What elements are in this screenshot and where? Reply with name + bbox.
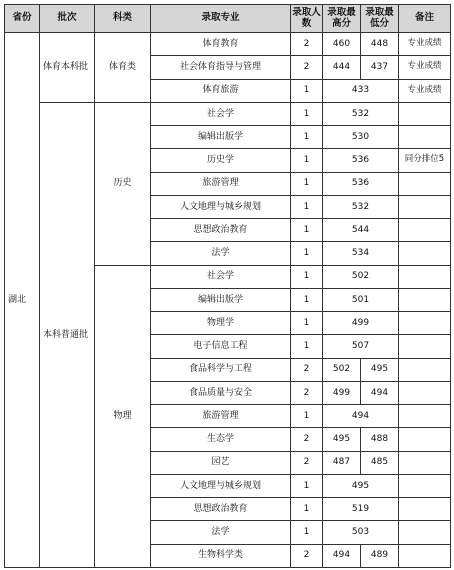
major-cell: 思想政治教育 [151,498,291,521]
major-cell: 社会学 [151,102,291,125]
count-cell: 2 [291,56,323,79]
header-batch: 批次 [40,5,95,33]
count-cell: 1 [291,102,323,125]
low-score-cell: 488 [361,428,399,451]
count-cell: 1 [291,126,323,149]
table-header-row [5,5,451,33]
score-cell: 536 [323,172,399,195]
count-cell: 2 [291,33,323,56]
score-cell: 532 [323,102,399,125]
note-cell [399,521,451,544]
low-score-cell: 485 [361,451,399,474]
note-cell: 专业成绩 [399,56,451,79]
major-cell: 食品科学与工程 [151,358,291,381]
note-cell [399,242,451,265]
note-cell [399,358,451,381]
note-cell [399,474,451,497]
high-score-cell: 502 [323,358,361,381]
major-cell: 法学 [151,521,291,544]
note-cell [399,126,451,149]
major-cell: 电子信息工程 [151,335,291,358]
score-cell: 534 [323,242,399,265]
note-cell: 专业成绩 [399,33,451,56]
header-category: 科类 [95,5,151,33]
batch-cell-regular: 本科普通批 [40,102,95,567]
count-cell: 1 [291,195,323,218]
note-cell [399,312,451,335]
batch-cell-sports: 体育本科批 [40,33,95,103]
note-cell [399,288,451,311]
category-cell-sports: 体育类 [95,33,151,103]
major-cell: 法学 [151,242,291,265]
count-cell: 1 [291,219,323,242]
note-cell [399,498,451,521]
count-cell: 1 [291,521,323,544]
province-cell: 湖北 [5,33,40,568]
high-score-cell: 487 [323,451,361,474]
major-cell: 生态学 [151,428,291,451]
count-cell: 1 [291,172,323,195]
major-cell: 体育教育 [151,33,291,56]
major-cell: 体育旅游 [151,79,291,102]
count-cell: 1 [291,79,323,102]
note-cell [399,405,451,428]
count-cell: 1 [291,265,323,288]
major-cell: 人文地理与城乡规划 [151,195,291,218]
major-cell: 食品质量与安全 [151,381,291,404]
major-cell: 生物科学类 [151,544,291,567]
table-row [5,102,451,125]
count-cell: 2 [291,428,323,451]
high-score-cell: 460 [323,33,361,56]
note-cell [399,428,451,451]
major-cell: 社会体育指导与管理 [151,56,291,79]
count-cell: 2 [291,544,323,567]
major-cell: 编辑出版学 [151,126,291,149]
high-score-cell: 444 [323,56,361,79]
count-cell: 2 [291,381,323,404]
note-cell [399,195,451,218]
major-cell: 物理学 [151,312,291,335]
score-cell: 544 [323,219,399,242]
count-cell: 2 [291,358,323,381]
count-cell: 1 [291,288,323,311]
header-province: 省份 [5,5,40,33]
major-cell: 历史学 [151,149,291,172]
score-cell: 433 [323,79,399,102]
header-note: 备注 [399,5,451,33]
score-cell: 507 [323,335,399,358]
count-cell: 1 [291,474,323,497]
note-cell: 专业成绩 [399,79,451,102]
count-cell: 1 [291,149,323,172]
note-cell [399,335,451,358]
major-cell: 人文地理与城乡规划 [151,474,291,497]
header-low-score: 录取最低分 [361,5,399,33]
header-high-score: 录取最高分 [323,5,361,33]
high-score-cell: 494 [323,544,361,567]
major-cell: 园艺 [151,451,291,474]
table-row [5,33,451,56]
low-score-cell: 437 [361,56,399,79]
count-cell: 1 [291,335,323,358]
major-cell: 旅游管理 [151,172,291,195]
category-cell-physics: 物理 [95,265,151,567]
note-cell [399,265,451,288]
score-cell: 503 [323,521,399,544]
note-cell [399,451,451,474]
score-cell: 502 [323,265,399,288]
high-score-cell: 499 [323,381,361,404]
count-cell: 2 [291,451,323,474]
score-cell: 494 [323,405,399,428]
note-cell [399,219,451,242]
note-cell [399,381,451,404]
note-cell: 同分排位5 [399,149,451,172]
score-cell: 530 [323,126,399,149]
admission-table [4,4,451,568]
score-cell: 501 [323,288,399,311]
major-cell: 编辑出版学 [151,288,291,311]
note-cell [399,102,451,125]
score-cell: 519 [323,498,399,521]
low-score-cell: 448 [361,33,399,56]
score-cell: 536 [323,149,399,172]
category-cell-history: 历史 [95,102,151,265]
major-cell: 社会学 [151,265,291,288]
major-cell: 旅游管理 [151,405,291,428]
low-score-cell: 489 [361,544,399,567]
header-count: 录取人数 [291,5,323,33]
low-score-cell: 494 [361,381,399,404]
count-cell: 1 [291,312,323,335]
high-score-cell: 495 [323,428,361,451]
note-cell [399,172,451,195]
count-cell: 1 [291,498,323,521]
count-cell: 1 [291,405,323,428]
low-score-cell: 495 [361,358,399,381]
major-cell: 思想政治教育 [151,219,291,242]
note-cell [399,544,451,567]
score-cell: 495 [323,474,399,497]
header-major: 录取专业 [151,5,291,33]
count-cell: 1 [291,242,323,265]
score-cell: 499 [323,312,399,335]
score-cell: 532 [323,195,399,218]
